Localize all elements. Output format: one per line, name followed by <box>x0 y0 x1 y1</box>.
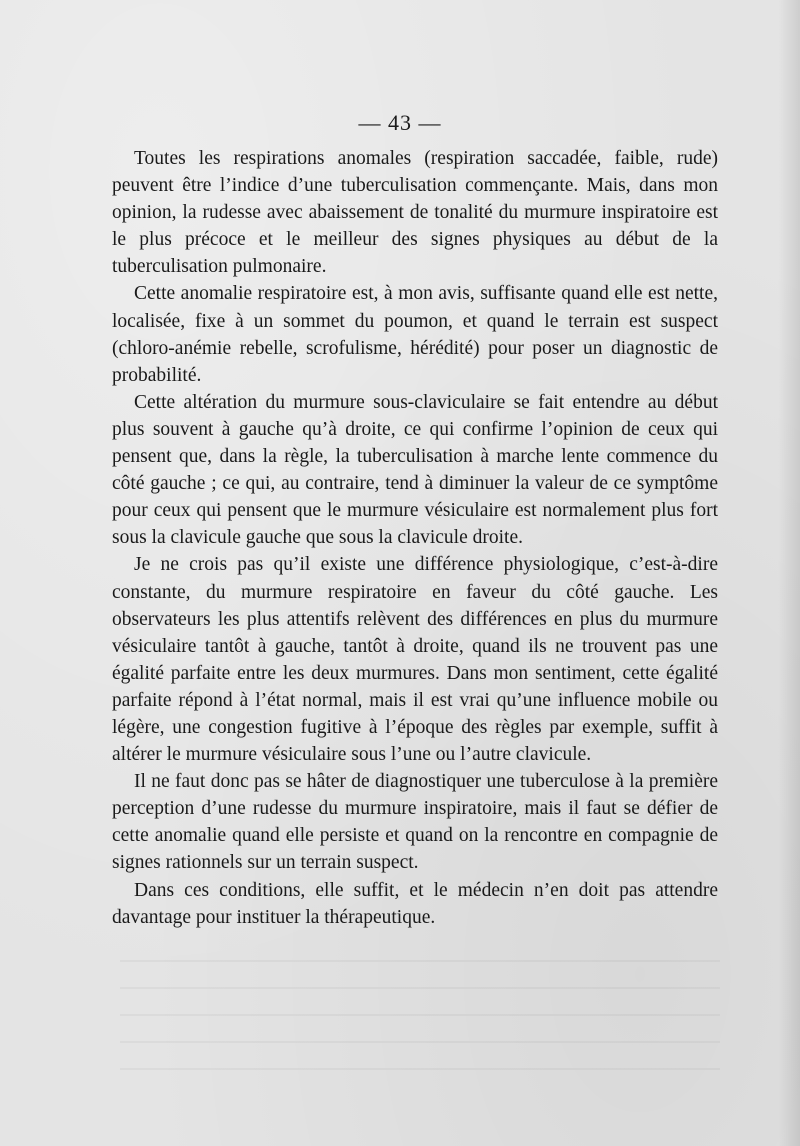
paragraph-6: Dans ces conditions, elle suffit, et le médecin n’en doit pas attendre davantage pour instituer la thérapeutique. <box>112 879 718 928</box>
paragraph-1: Toutes les respirations anomales (respiration saccadée, faible, rude) peuvent être l’indice d’une tuberculisation commençante. Mais, dans mon opinion, la rudesse avec abaissement de tonalité du murmure inspiratoire est le plus précoce et le meilleur des signes physiques au début de la tuberculisation pulmonaire. <box>112 148 718 278</box>
page-edge-shadow <box>778 0 800 1146</box>
paragraph-3: Cette altération du murmure sous-claviculaire se fait entendre au début plus souvent à gauche qu’à droite, ce qui confirme l’opinion de ceux qui pensent que, dans la règle, la tuberculisation à marche lente commence du côté gauche ; ce qui, au contraire, tend à diminuer la valeur de ce symptôme pour ceux qui pensent que le murmure vésiculaire est normalement plus fort sous la clavicule gauche que sous la clavicule droite. <box>112 391 718 549</box>
show-through-texture <box>120 960 720 1070</box>
paragraph-5: Il ne faut donc pas se hâter de diagnostiquer une tuberculose à la première perception d’une rudesse du murmure inspiratoire, mais il faut se défier de cette anomalie quand elle persiste et quand on la rencontre en compagnie de signes rationnels sur un terrain suspect. <box>112 771 718 874</box>
paragraph-4: Je ne crois pas qu’il existe une différence physiologique, c’est-à-dire constante, du murmure respiratoire en faveur du côté gauche. Les observateurs les plus attentifs relèvent des différences en plus du murmure vésiculaire tantôt à gauche, tantôt à droite, quand ils ne trouvent pas une égalité parfaite entre les deux murmures. Dans mon sentiment, cette égalité parfaite répond à l’état normal, mais il est vrai qu’une influence mobile ou légère, une congestion fugitive à l’époque des règles par exemple, suffit à altérer le murmure vésiculaire sous l’une ou l’autre clavicule. <box>112 554 718 766</box>
paragraph-2: Cette anomalie respiratoire est, à mon avis, suffisante quand elle est nette, localisée, fixe à un sommet du poumon, et quand le terrain est suspect (chloro-anémie rebelle, scrofulisme, hérédité) pour poser un diagnostic de probabilité. <box>112 283 718 386</box>
body-text <box>112 145 718 931</box>
page-number: — 43 — <box>358 110 442 135</box>
